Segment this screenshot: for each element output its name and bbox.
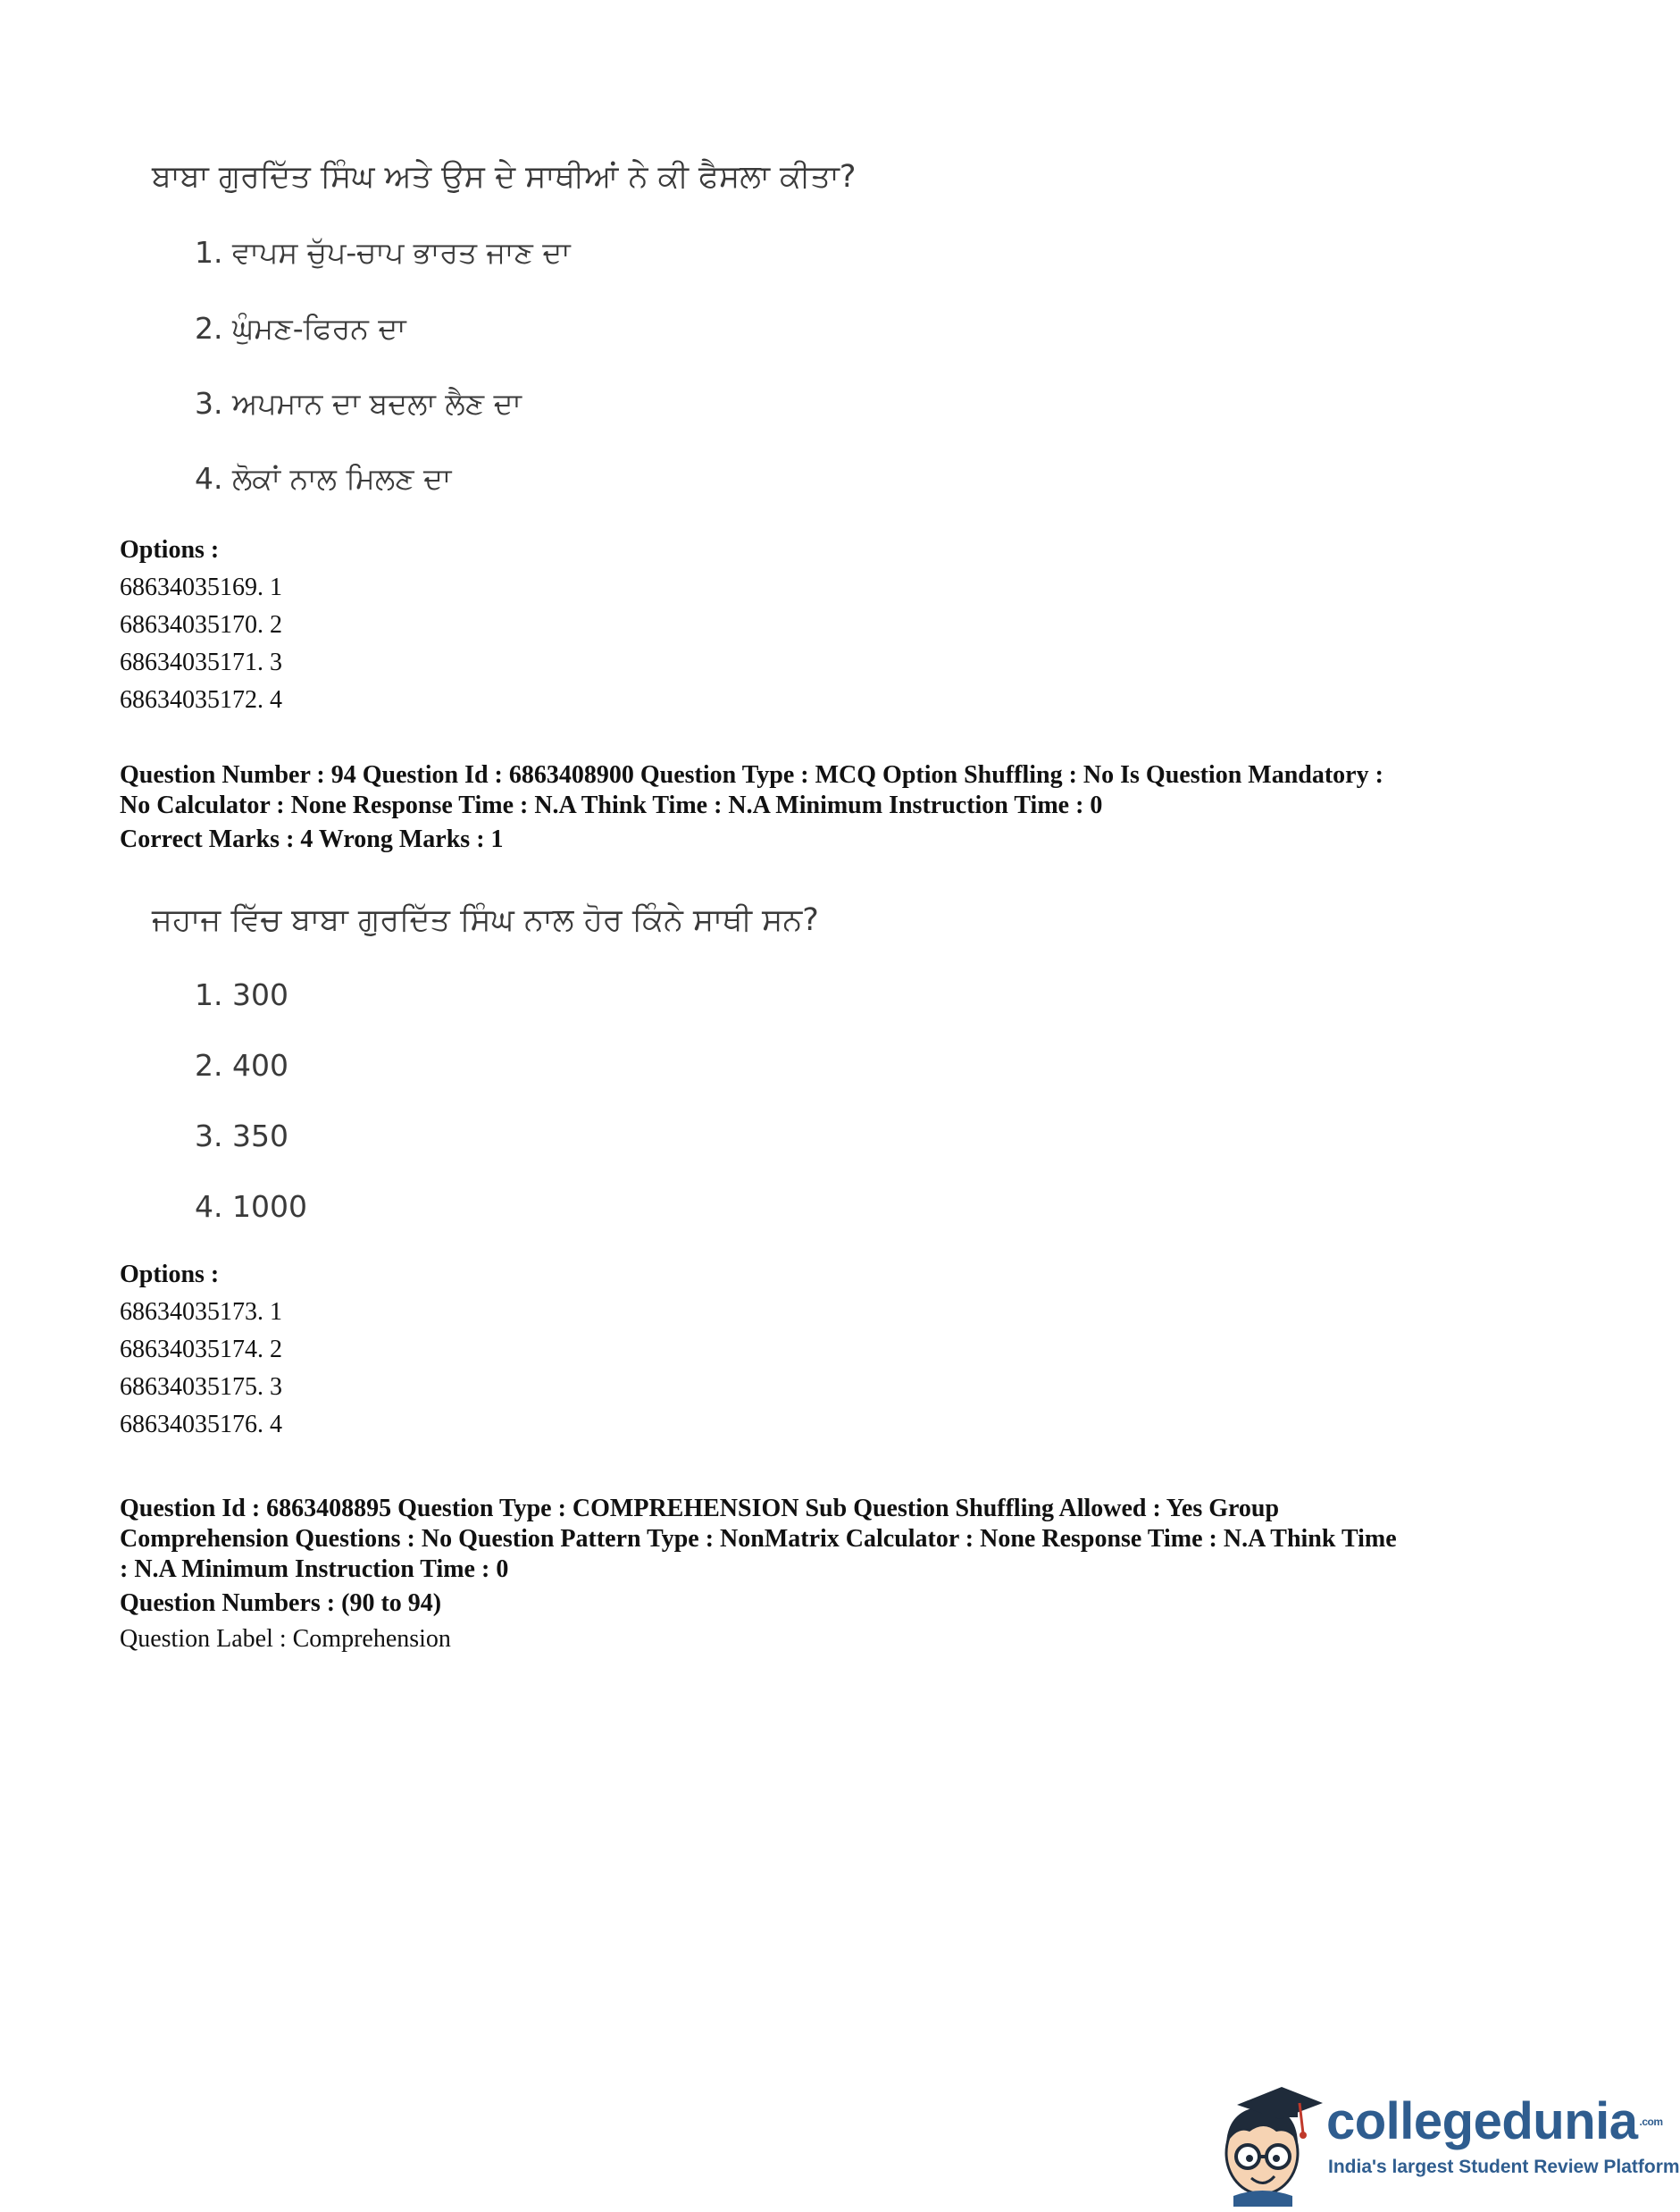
question-94-choice-3: 3. 350 (195, 1119, 288, 1153)
logo-brand: collegedunia (1326, 2092, 1638, 2150)
option-item: 68634035175. 3 (120, 1373, 282, 1401)
question-94-choice-4: 4. 1000 (195, 1189, 307, 1224)
mascot-icon (1210, 2082, 1326, 2207)
option-item: 68634035174. 2 (120, 1336, 282, 1363)
comprehension-meta (120, 1494, 1549, 1658)
question-94-options (120, 1256, 1549, 1444)
logo-suffix: .com (1639, 2116, 1663, 2128)
question-94-text: ਜਹਾਜ ਵਿੱਚ ਬਾਬਾ ਗੁਰਦਿੱਤ ਸਿੰਘ ਨਾਲ ਹੋਰ ਕਿੰਨੇ ਸਾਥੀ ਸਨ? (152, 902, 819, 938)
comprehension-meta-line-1: Question Id : 6863408895 Question Type : COMPREHENSION Sub Question Shuffling Allowed : Yes Group (120, 1495, 1280, 1522)
question-93-choice-1: 1. ਵਾਪਸ ਚੁੱਪ-ਚਾਪ ਭਾਰਤ ਜਾਣ ਦਾ (195, 235, 571, 270)
option-item: 68634035169. 1 (120, 574, 282, 601)
question-numbers: Question Numbers : (90 to 94) (120, 1589, 442, 1617)
option-item: 68634035176. 4 (120, 1411, 282, 1438)
question-94-meta-line-2: No Calculator : None Response Time : N.A Think Time : N.A Minimum Instruction Time : 0 (120, 792, 1103, 819)
question-93-choice-2: 2. ਘੁੰਮਣ-ਫਿਰਨ ਦਾ (195, 311, 406, 346)
question-93-choice-4: 4. ਲੋਕਾਂ ਨਾਲ ਮਿਲਣ ਦਾ (195, 461, 452, 496)
option-item: 68634035170. 2 (120, 611, 282, 639)
option-item: 68634035172. 4 (120, 686, 282, 714)
question-93-choice-3: 3. ਅਪਮਾਨ ਦਾ ਬਦਲਾ ਲੈਣ ਦਾ (195, 386, 522, 421)
question-93-image (152, 159, 1134, 507)
question-93-options (120, 532, 1549, 719)
logo-tagline: India's largest Student Review Platform (1328, 2157, 1680, 2177)
collegedunia-logo (1210, 2082, 1680, 2207)
question-94-choice-2: 2. 400 (195, 1048, 288, 1083)
option-item: 68634035171. 3 (120, 649, 282, 676)
question-94-choice-1: 1. 300 (195, 977, 288, 1012)
comprehension-meta-line-3: : N.A Minimum Instruction Time : 0 (120, 1555, 509, 1583)
question-94-meta-line-1: Question Number : 94 Question Id : 6863408900 Question Type : MCQ Option Shuffling : No Is Question Mandatory : (120, 761, 1383, 789)
option-item: 68634035173. 1 (120, 1298, 282, 1326)
options-heading: Options : (120, 1261, 220, 1288)
question-label: Question Label : Comprehension (120, 1625, 451, 1653)
question-94-meta (120, 760, 1549, 859)
options-heading: Options : (120, 536, 220, 564)
question-93-text: ਬਾਬਾ ਗੁਰਦਿੱਤ ਸਿੰਘ ਅਤੇ ਉਸ ਦੇ ਸਾਥੀਆਂ ਨੇ ਕੀ ਫੈਸਲਾ ਕੀਤਾ? (152, 159, 857, 195)
question-94-marks: Correct Marks : 4 Wrong Marks : 1 (120, 825, 504, 853)
question-94-image (152, 902, 1134, 1233)
comprehension-meta-line-2: Comprehension Questions : No Question Pattern Type : NonMatrix Calculator : None Response Time : N.A Think Time (120, 1525, 1397, 1553)
